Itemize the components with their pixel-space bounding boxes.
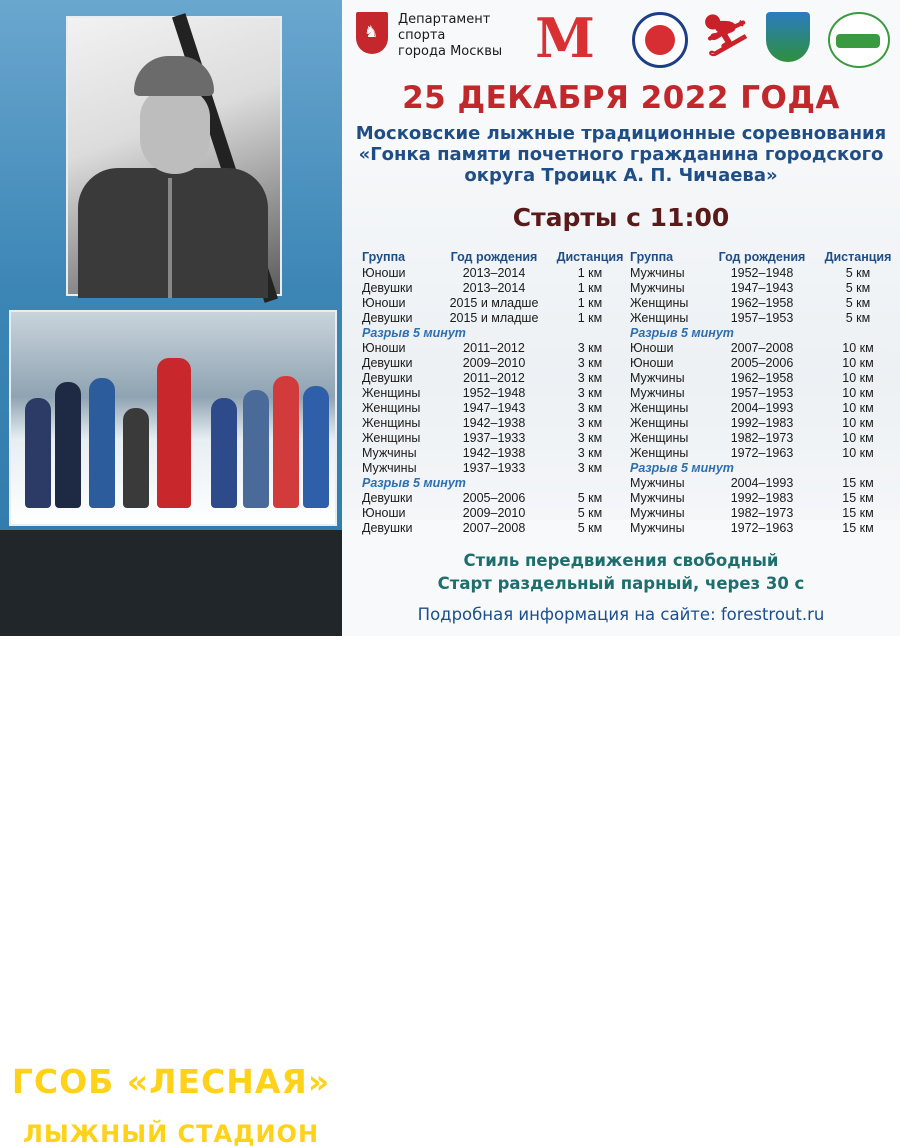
birth-year-cell: 2005–2006 <box>730 355 794 370</box>
table-row <box>628 445 894 460</box>
start-note: Старт раздельный парный, через 30 с <box>437 574 805 593</box>
table-row <box>628 415 894 430</box>
birth-year-cell: 2004–1993 <box>730 475 794 490</box>
birth-year-cell: 2011–2012 <box>463 370 525 385</box>
birth-year-cell: 2009–2010 <box>462 505 526 520</box>
distance-cell: 1 км <box>577 295 603 310</box>
break-label: Разрыв 5 минут <box>630 325 734 340</box>
group-cell: Женщины <box>362 415 421 430</box>
group-cell: Девушки <box>362 355 413 370</box>
table-row <box>360 505 626 520</box>
birth-year-cell: 1952–1948 <box>730 265 794 280</box>
distance-cell: 5 км <box>845 265 871 280</box>
birth-year-cell: 1992–1983 <box>730 415 794 430</box>
distance-cell: 10 км <box>842 385 874 400</box>
group-cell: Женщины <box>630 415 689 430</box>
distance-cell: 5 км <box>577 520 603 535</box>
group-cell: Женщины <box>362 400 421 415</box>
group-cell: Девушки <box>362 310 413 325</box>
group-cell: Девушки <box>362 280 413 295</box>
table-row <box>628 430 894 445</box>
birth-year-cell: 1942–1938 <box>462 415 526 430</box>
distance-cell: 15 км <box>842 490 874 505</box>
lesnaya-logo-icon <box>828 12 890 68</box>
distance-cell: 1 км <box>577 280 603 295</box>
website-note: Подробная информация на сайте: forestrout.ru <box>417 605 825 624</box>
group-cell: Юноши <box>362 505 406 520</box>
birth-year-cell: 2004–1993 <box>730 400 794 415</box>
birth-year-cell: 1957–1953 <box>730 310 794 325</box>
group-cell: Девушки <box>362 490 413 505</box>
group-cell: Женщины <box>362 430 421 445</box>
distance-cell: 3 км <box>577 400 603 415</box>
group-cell: Девушки <box>362 520 413 535</box>
group-cell: Мужчины <box>630 490 685 505</box>
table-row <box>628 400 894 415</box>
group-cell: Мужчины <box>630 280 685 295</box>
group-cell: Мужчины <box>362 445 417 460</box>
distance-cell: 5 км <box>845 295 871 310</box>
distance-cell: 5 км <box>577 490 603 505</box>
venue-subtitle: ЛЫЖНЫЙ СТАДИОН <box>22 1120 320 1148</box>
group-cell: Женщины <box>630 430 689 445</box>
schedule-table-right <box>628 249 894 535</box>
start-time: Старты с 11:00 <box>512 203 730 232</box>
department-name: Департамент спорта города Москвы <box>398 12 503 59</box>
distance-cell: 10 км <box>842 400 874 415</box>
event-title: Московские лыжные традиционные соревнования «Гонка памяти почетного гражданина городского округа Троицк А. П. Чичаева» <box>355 123 887 186</box>
distance-cell: 3 км <box>577 340 603 355</box>
table-row <box>360 385 626 400</box>
table-header-row <box>360 249 626 265</box>
distance-cell: 3 км <box>577 445 603 460</box>
table-row <box>360 460 626 475</box>
column-header: Дистанция <box>824 250 892 264</box>
distance-cell: 5 км <box>845 310 871 325</box>
table-row <box>360 400 626 415</box>
group-cell: Женщины <box>630 295 689 310</box>
group-cell: Мужчины <box>630 370 685 385</box>
group-cell: Мужчины <box>630 505 685 520</box>
table-row <box>628 280 894 295</box>
style-note: Стиль передвижения свободный <box>463 551 779 570</box>
table-row <box>628 460 894 475</box>
column-header: Дистанция <box>556 250 624 264</box>
birth-year-cell: 1962–1958 <box>730 295 794 310</box>
birth-year-cell: 1952–1948 <box>462 385 526 400</box>
birth-year-cell: 1982–1973 <box>730 430 794 445</box>
birth-year-cell: 1937–1933 <box>462 460 526 475</box>
group-cell: Юноши <box>630 340 674 355</box>
distance-cell: 10 км <box>842 355 874 370</box>
table-row <box>360 310 626 325</box>
table-row <box>360 355 626 370</box>
distance-cell: 10 км <box>842 370 874 385</box>
table-row <box>360 265 626 280</box>
distance-cell: 3 км <box>577 415 603 430</box>
schedule-table-left <box>360 249 626 535</box>
table-row <box>360 280 626 295</box>
event-date: 25 ДЕКАБРЯ 2022 ГОДА <box>402 80 840 116</box>
skiers-photo <box>9 310 337 526</box>
table-row <box>360 445 626 460</box>
group-cell: Мужчины <box>630 385 685 400</box>
troitsk-shield-logo-icon <box>766 12 810 62</box>
break-label: Разрыв 5 минут <box>362 325 466 340</box>
birth-year-cell: 1972–1963 <box>730 445 794 460</box>
skier-logo-icon: ⛷ <box>700 13 752 59</box>
group-cell: Женщины <box>362 385 421 400</box>
table-row <box>628 520 894 535</box>
group-cell: Мужчины <box>362 460 417 475</box>
table-row <box>360 520 626 535</box>
table-row <box>628 325 894 340</box>
table-row <box>360 415 626 430</box>
table-header-row <box>628 249 894 265</box>
round-federation-logo-icon <box>632 12 688 68</box>
birth-year-cell: 2009–2010 <box>462 355 526 370</box>
column-header: Группа <box>362 250 406 264</box>
column-header: Год рождения <box>718 250 806 264</box>
distance-cell: 3 км <box>577 385 603 400</box>
portrait-photo <box>66 16 282 296</box>
table-row <box>360 295 626 310</box>
table-row <box>628 385 894 400</box>
table-row <box>628 295 894 310</box>
table-row <box>628 355 894 370</box>
birth-year-cell: 1982–1973 <box>730 505 794 520</box>
distance-cell: 10 км <box>842 340 874 355</box>
table-row <box>628 370 894 385</box>
left-column <box>0 0 342 1148</box>
distance-cell: 15 км <box>842 520 874 535</box>
group-cell: Юноши <box>362 340 406 355</box>
group-cell: Мужчины <box>630 475 685 490</box>
group-cell: Мужчины <box>630 265 685 280</box>
table-row <box>360 325 626 340</box>
distance-cell: 15 км <box>842 505 874 520</box>
birth-year-cell: 1962–1958 <box>730 370 794 385</box>
birth-year-cell: 1947–1943 <box>730 280 794 295</box>
birth-year-cell: 1972–1963 <box>730 520 794 535</box>
group-cell: Юноши <box>630 355 674 370</box>
table-row <box>628 265 894 280</box>
distance-cell: 3 км <box>577 460 603 475</box>
group-cell: Юноши <box>362 265 406 280</box>
group-cell: Женщины <box>630 310 689 325</box>
birth-year-cell: 1957–1953 <box>730 385 794 400</box>
group-cell: Женщины <box>630 445 689 460</box>
birth-year-cell: 2013–2014 <box>462 280 526 295</box>
distance-cell: 10 км <box>842 415 874 430</box>
distance-cell: 3 км <box>577 430 603 445</box>
distance-cell: 1 км <box>577 310 603 325</box>
birth-year-cell: 2007–2008 <box>462 520 526 535</box>
distance-cell: 10 км <box>842 445 874 460</box>
birth-year-cell: 2011–2012 <box>463 340 525 355</box>
moscow-coat-of-arms-icon: ♞ <box>356 12 388 54</box>
break-label: Разрыв 5 минут <box>362 475 466 490</box>
column-header: Год рождения <box>450 250 538 264</box>
table-row <box>628 505 894 520</box>
birth-year-cell: 1947–1943 <box>462 400 526 415</box>
table-row <box>360 370 626 385</box>
table-row <box>628 490 894 505</box>
distance-cell: 3 км <box>577 355 603 370</box>
venue-title: ГСОБ «ЛЕСНАЯ» <box>11 1062 331 1101</box>
table-row <box>628 340 894 355</box>
group-cell: Женщины <box>630 400 689 415</box>
table-row <box>628 475 894 490</box>
distance-cell: 5 км <box>845 280 871 295</box>
birth-year-cell: 2013–2014 <box>462 265 526 280</box>
table-row <box>360 430 626 445</box>
distance-cell: 15 км <box>842 475 874 490</box>
info-panel <box>342 0 900 636</box>
group-cell: Юноши <box>362 295 406 310</box>
group-cell: Мужчины <box>630 520 685 535</box>
ski-federation-m-logo-icon: M <box>535 6 595 70</box>
distance-cell: 1 км <box>577 265 603 280</box>
group-cell: Девушки <box>362 370 413 385</box>
birth-year-cell: 1937–1933 <box>462 430 526 445</box>
distance-cell: 3 км <box>577 370 603 385</box>
birth-year-cell: 2007–2008 <box>730 340 794 355</box>
table-row <box>360 490 626 505</box>
birth-year-cell: 1942–1938 <box>462 445 526 460</box>
column-header: Группа <box>630 250 674 264</box>
birth-year-cell: 2005–2006 <box>462 490 526 505</box>
birth-year-cell: 2015 и младше <box>449 310 539 325</box>
table-row <box>628 310 894 325</box>
birth-year-cell: 2015 и младше <box>449 295 539 310</box>
birth-year-cell: 1992–1983 <box>730 490 794 505</box>
table-row <box>360 340 626 355</box>
distance-cell: 5 км <box>577 505 603 520</box>
break-label: Разрыв 5 минут <box>630 460 734 475</box>
distance-cell: 10 км <box>842 430 874 445</box>
table-row <box>360 475 626 490</box>
